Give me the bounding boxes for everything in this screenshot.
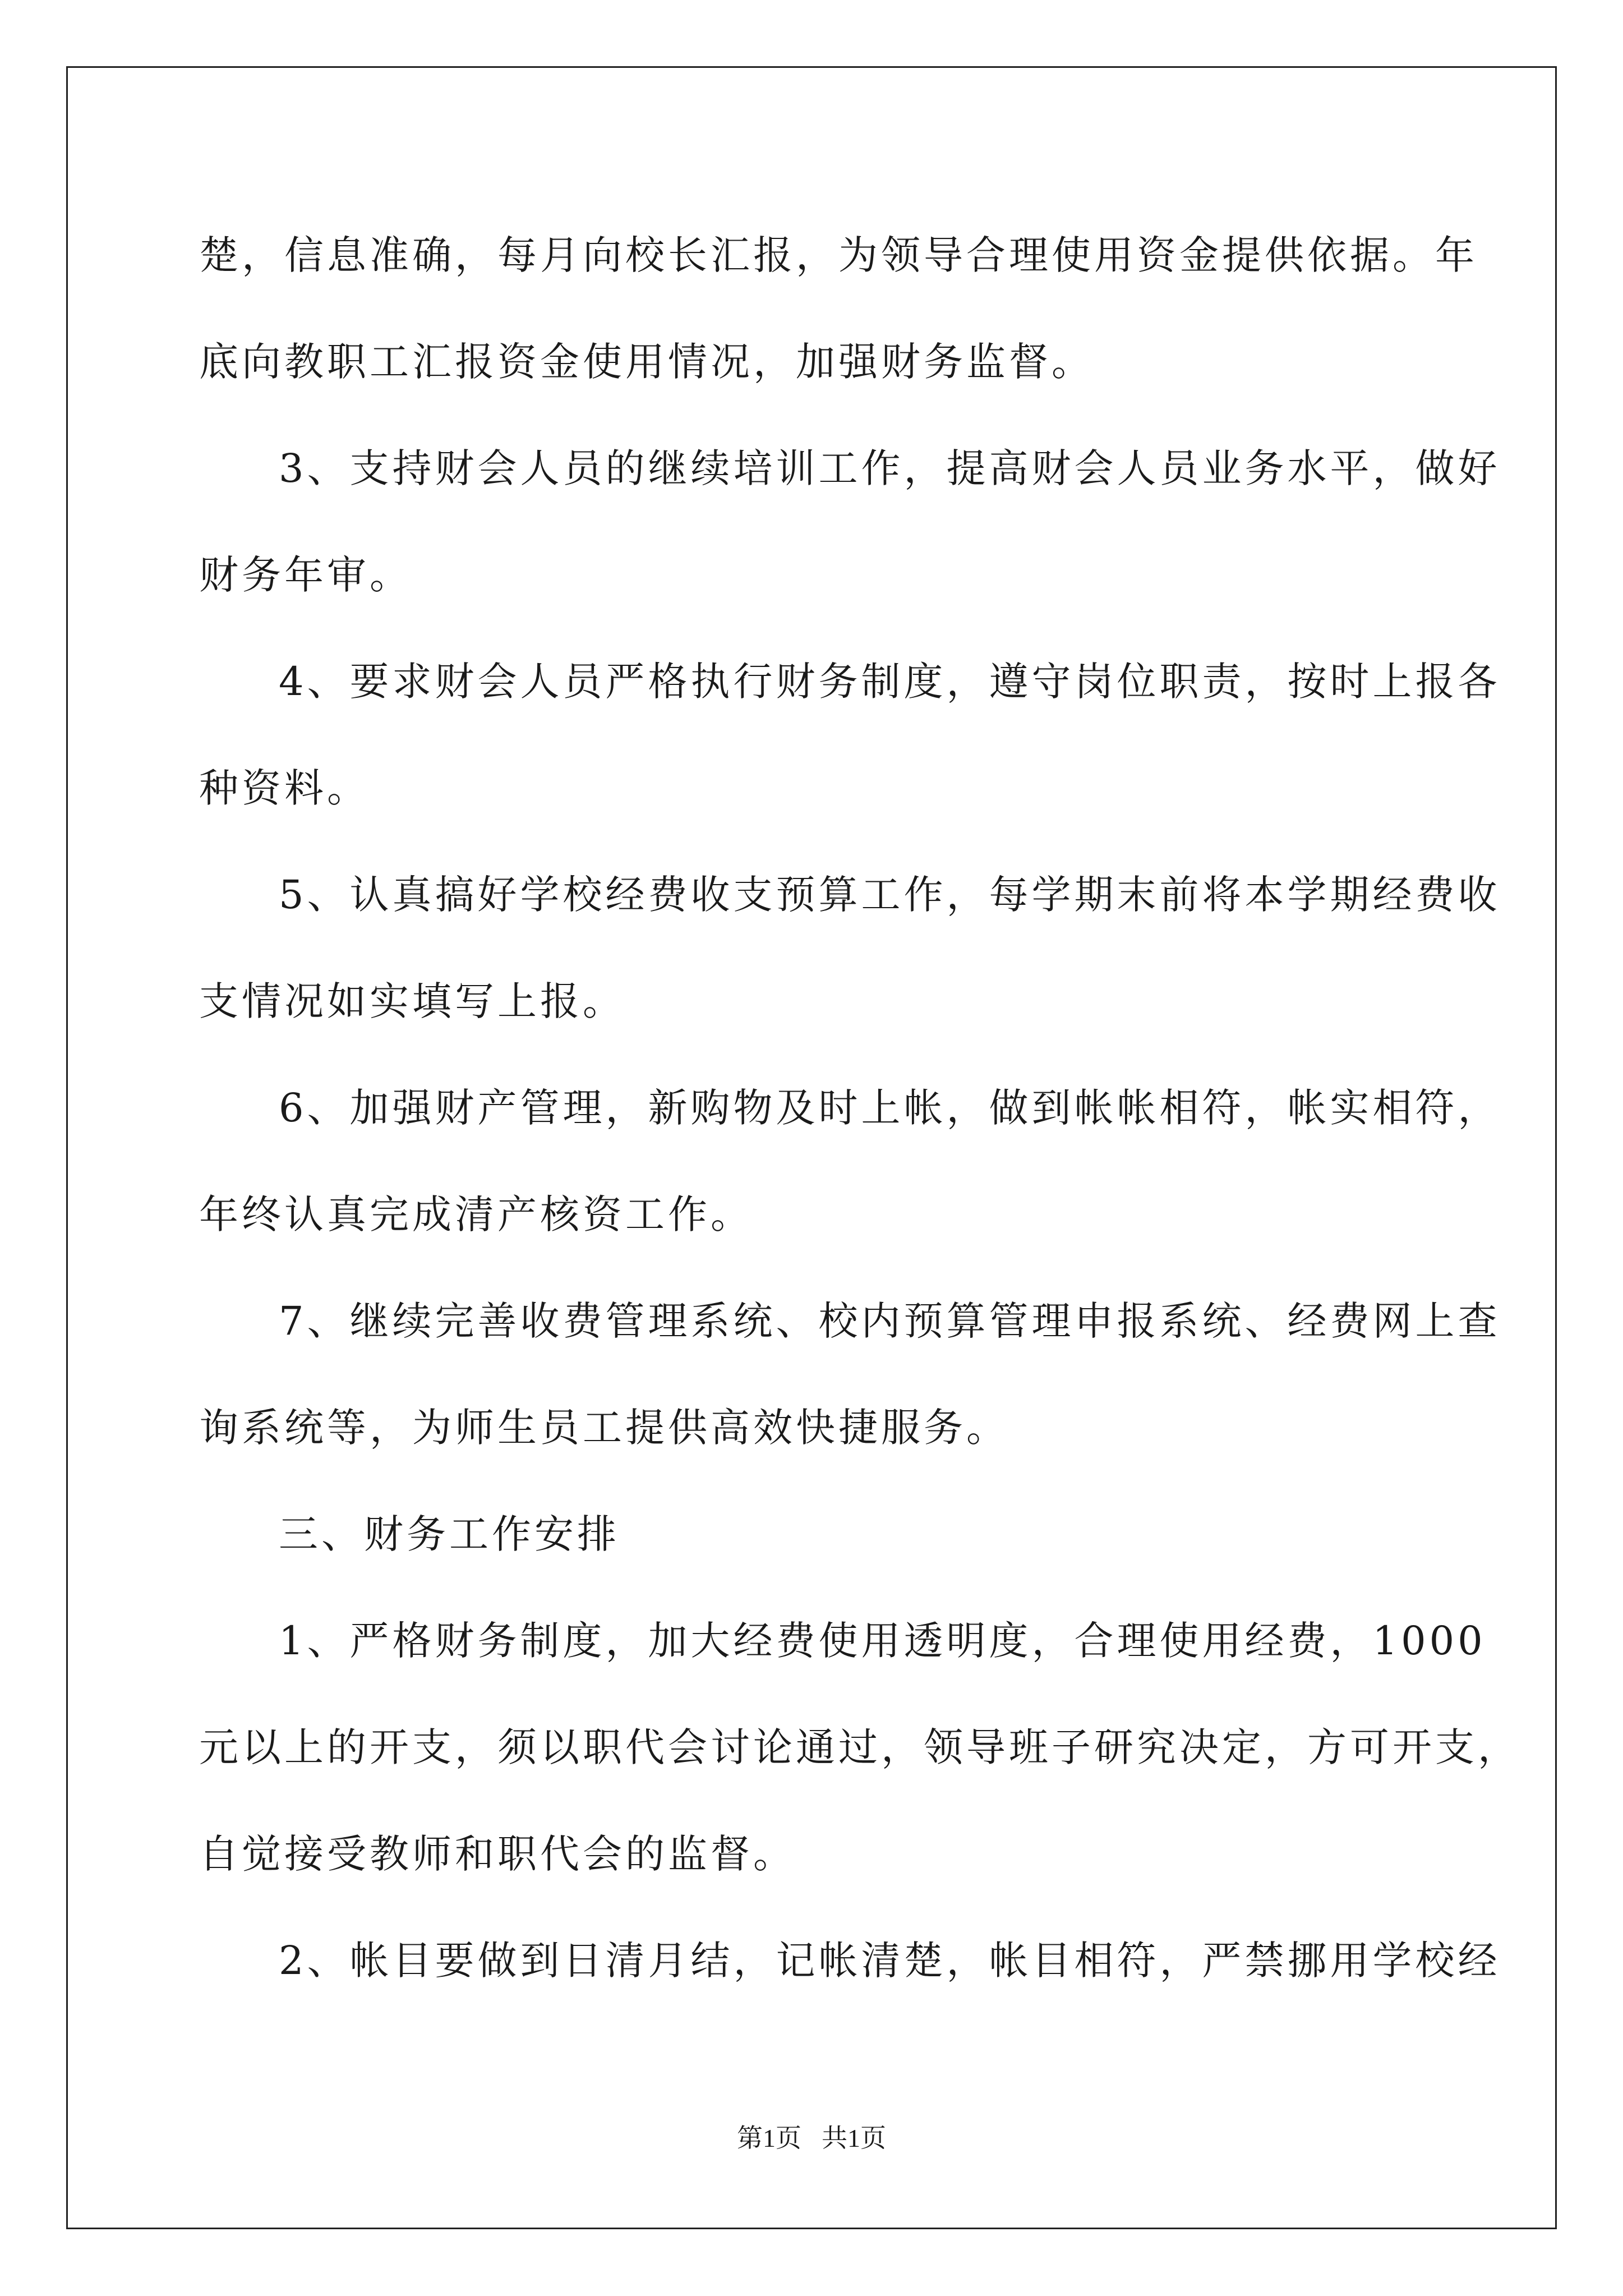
section-heading: 三、财务工作安排 [279,1511,620,1557]
text-line: 年终认真完成清产核资工作。 [199,1191,753,1237]
text-line: 6、加强财产管理，新购物及时上帐，做到帐帐相符，帐实相符， [279,1085,1501,1131]
text-line: 3、支持财会人员的继续培训工作，提高财会人员业务水平，做好 [279,445,1501,491]
text-line: 种资料。 [199,765,370,811]
text-line: 底向教职工汇报资金使用情况，加强财务监督。 [199,339,1094,385]
text-line: 支情况如实填写上报。 [199,978,625,1024]
page-footer [0,2118,1623,2155]
text-line: 财务年审。 [199,552,412,598]
page-number: 第1页 [737,2124,801,2152]
text-line: 2、帐目要做到日清月结，记帐清楚，帐目相符，严禁挪用学校经 [279,1938,1501,1984]
text-line: 5、认真搞好学校经费收支预算工作，每学期末前将本学期经费收 [279,872,1501,918]
text-line: 1、严格财务制度，加大经费使用透明度，合理使用经费，1000 [279,1618,1486,1664]
text-line: 自觉接受教师和职代会的监督。 [199,1831,796,1877]
text-line: 4、要求财会人员严格执行财务制度，遵守岗位职责，按时上报各 [279,659,1501,705]
document-body [199,202,1520,2014]
text-line: 楚，信息准确，每月向校长汇报，为领导合理使用资金提供依据。年 [199,232,1478,278]
text-line: 询系统等，为师生员工提供高效快捷服务。 [199,1405,1009,1451]
page-total: 共1页 [822,2124,886,2152]
text-line: 元以上的开支，须以职代会讨论通过，领导班子研究决定，方可开支， [199,1724,1520,1770]
text-line: 7、继续完善收费管理系统、校内预算管理申报系统、经费网上查 [279,1298,1501,1344]
